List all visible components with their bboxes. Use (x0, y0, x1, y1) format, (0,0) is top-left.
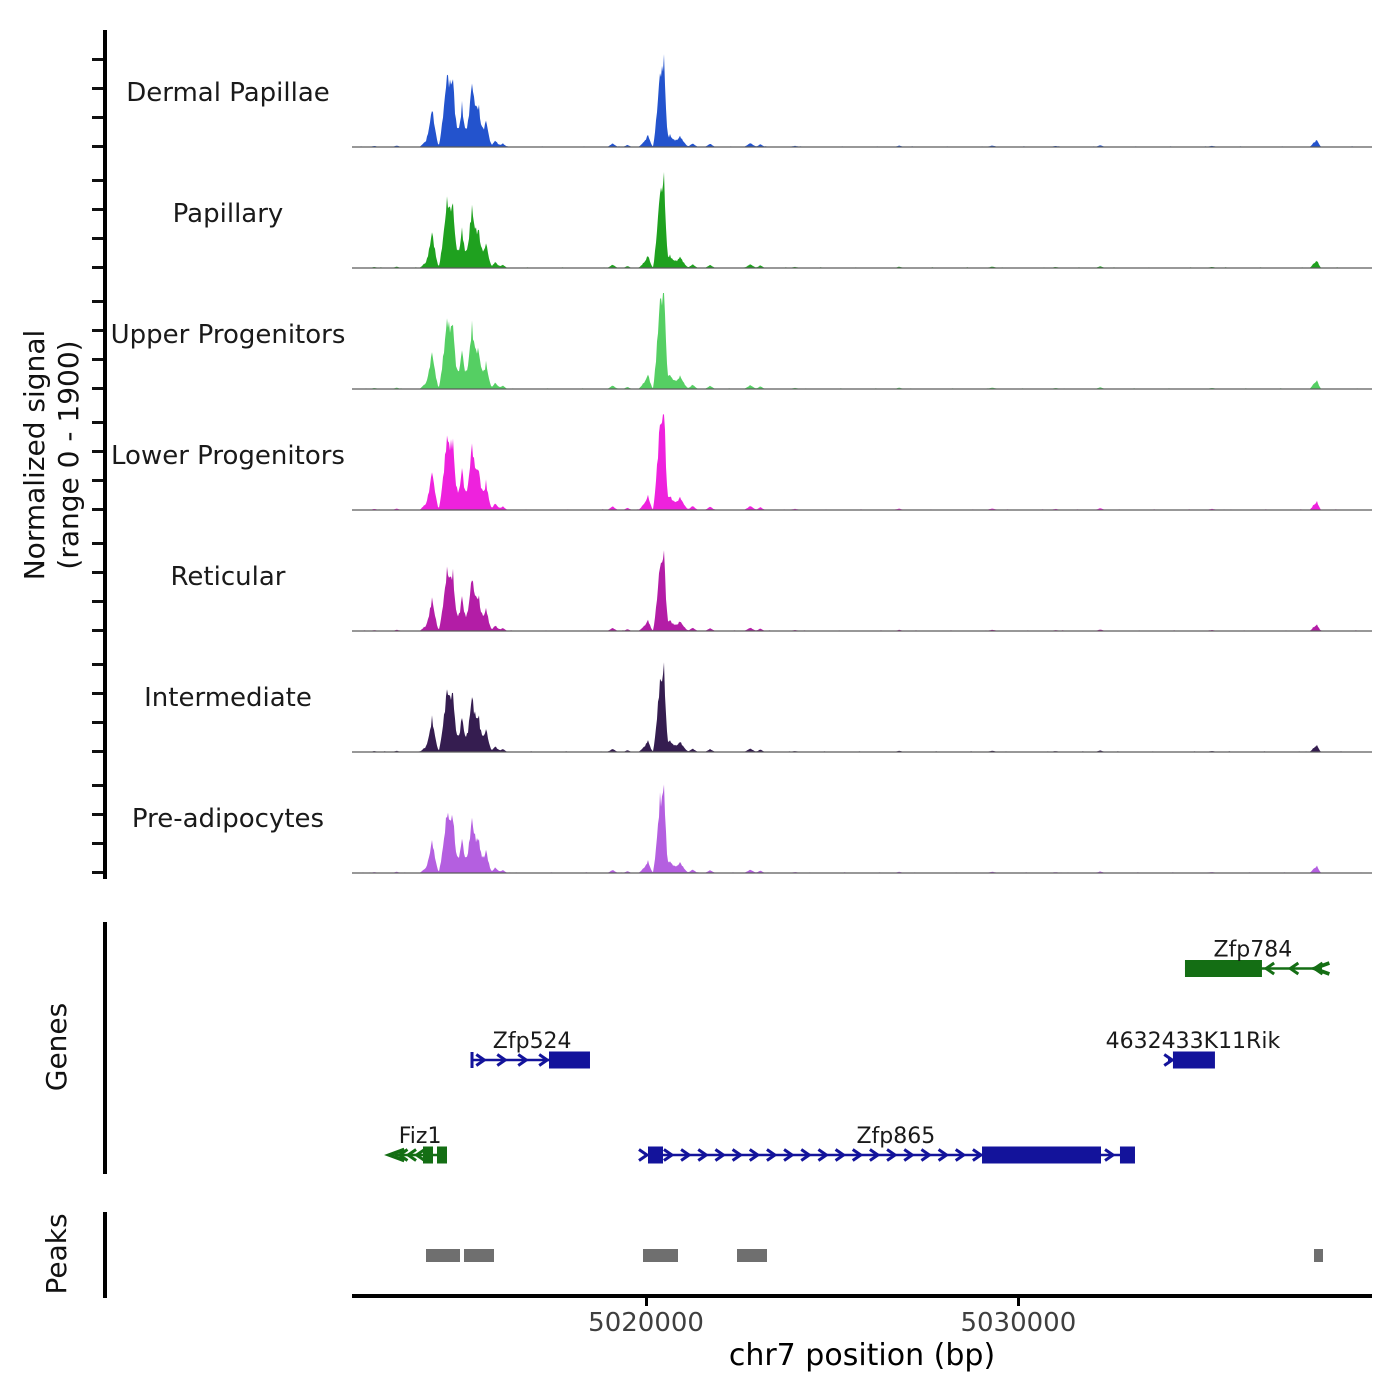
y-axis-label (18, 330, 86, 581)
peak-box (1314, 1249, 1323, 1262)
y-axis-tick (92, 266, 103, 269)
genes-section-label: Genes (40, 1002, 73, 1092)
gene-label: Zfp865 (856, 1124, 936, 1149)
gene-strand-arrow-icon (639, 1150, 647, 1161)
track-label-lower-progenitors: Lower Progenitors (111, 440, 345, 471)
x-axis-tick (645, 1298, 648, 1306)
gene-label: Zfp524 (492, 1029, 572, 1054)
signal-track-lower-progenitors (352, 412, 1372, 512)
y-axis-tick (92, 750, 103, 753)
signal-area (352, 550, 1372, 631)
gene-exon-box (648, 1147, 663, 1164)
y-axis-tick (92, 116, 103, 119)
signal-area (352, 662, 1372, 752)
signal-track-papillary (352, 170, 1372, 270)
signal-track-upper-progenitors (352, 291, 1372, 391)
signal-area (352, 784, 1372, 873)
y-axis-tick (92, 508, 103, 511)
y-axis-tick (92, 600, 103, 603)
x-axis-tick-label: 5030000 (960, 1308, 1077, 1338)
track-label-papillary: Papillary (172, 198, 284, 229)
y-axis-tick (92, 237, 103, 240)
signal-track-intermediate (352, 654, 1372, 754)
x-axis-tick (1017, 1298, 1020, 1306)
y-axis-tick (92, 145, 103, 148)
y-axis-tick (92, 300, 103, 303)
y-axis-tick (92, 784, 103, 787)
peaks-section-label: Peaks (40, 1213, 73, 1295)
gene-zfp524 (471, 1029, 590, 1069)
gene-exon-box (423, 1147, 433, 1164)
signal-area (352, 293, 1372, 389)
track-label-upper-progenitors: Upper Progenitors (110, 319, 346, 350)
gene-models (352, 920, 1382, 1180)
y-axis-label-line1: Normalized signal (18, 329, 51, 581)
y-axis-label-line2: (range 0 - 1900) (52, 340, 85, 570)
gene-exon-box (1185, 960, 1262, 977)
y-axis-tick (92, 542, 103, 545)
x-axis-line (352, 1294, 1372, 1298)
signal-track-reticular (352, 533, 1372, 633)
x-axis-title: chr7 position (bp) (728, 1338, 996, 1373)
gene-exon-box (1173, 1052, 1215, 1069)
gene-label: 4632433K11Rik (1105, 1029, 1281, 1054)
peak-box (737, 1249, 767, 1262)
peak-box (464, 1249, 494, 1262)
gene-fiz1 (389, 1124, 447, 1164)
peak-box (426, 1249, 460, 1262)
peaks-axis-line (103, 1212, 107, 1298)
y-axis-tick (92, 58, 103, 61)
x-axis-tick-label: 5020000 (588, 1308, 704, 1338)
gene-zfp784 (1185, 938, 1329, 978)
y-axis-tick (92, 358, 103, 361)
gene-zfp865 (639, 1124, 1135, 1164)
track-label-reticular: Reticular (170, 561, 286, 592)
peak-box (643, 1249, 678, 1262)
gene-exon-box (437, 1147, 447, 1164)
track-label-intermediate: Intermediate (144, 682, 312, 713)
gene-exon-box (1120, 1147, 1135, 1164)
y-axis-tick (92, 387, 103, 390)
track-label-dermal-papillae: Dermal Papillae (126, 77, 330, 108)
signal-area (352, 54, 1372, 147)
y-axis-tick (92, 421, 103, 424)
track-label-pre-adipocytes: Pre-adipocytes (131, 803, 325, 834)
genes-axis-line (103, 922, 107, 1174)
y-axis-tick (92, 479, 103, 482)
y-axis-tick (92, 721, 103, 724)
y-axis-tick (92, 663, 103, 666)
signal-track-dermal-papillae (352, 49, 1372, 149)
gene-start-bar (471, 1052, 474, 1068)
y-axis-tick (92, 871, 103, 874)
signal-area (352, 414, 1372, 510)
gene-label: Zfp784 (1213, 937, 1293, 963)
signal-area (352, 172, 1372, 268)
gene-4632433k11rik (1106, 1029, 1281, 1069)
y-axis-tick (92, 842, 103, 845)
y-axis-tick (92, 629, 103, 632)
y-axis-tick (92, 179, 103, 182)
gene-label: Fiz1 (398, 1124, 442, 1149)
gene-exon-box (982, 1147, 1101, 1164)
signal-track-pre-adipocytes (352, 775, 1372, 875)
gene-exon-box (549, 1052, 590, 1069)
